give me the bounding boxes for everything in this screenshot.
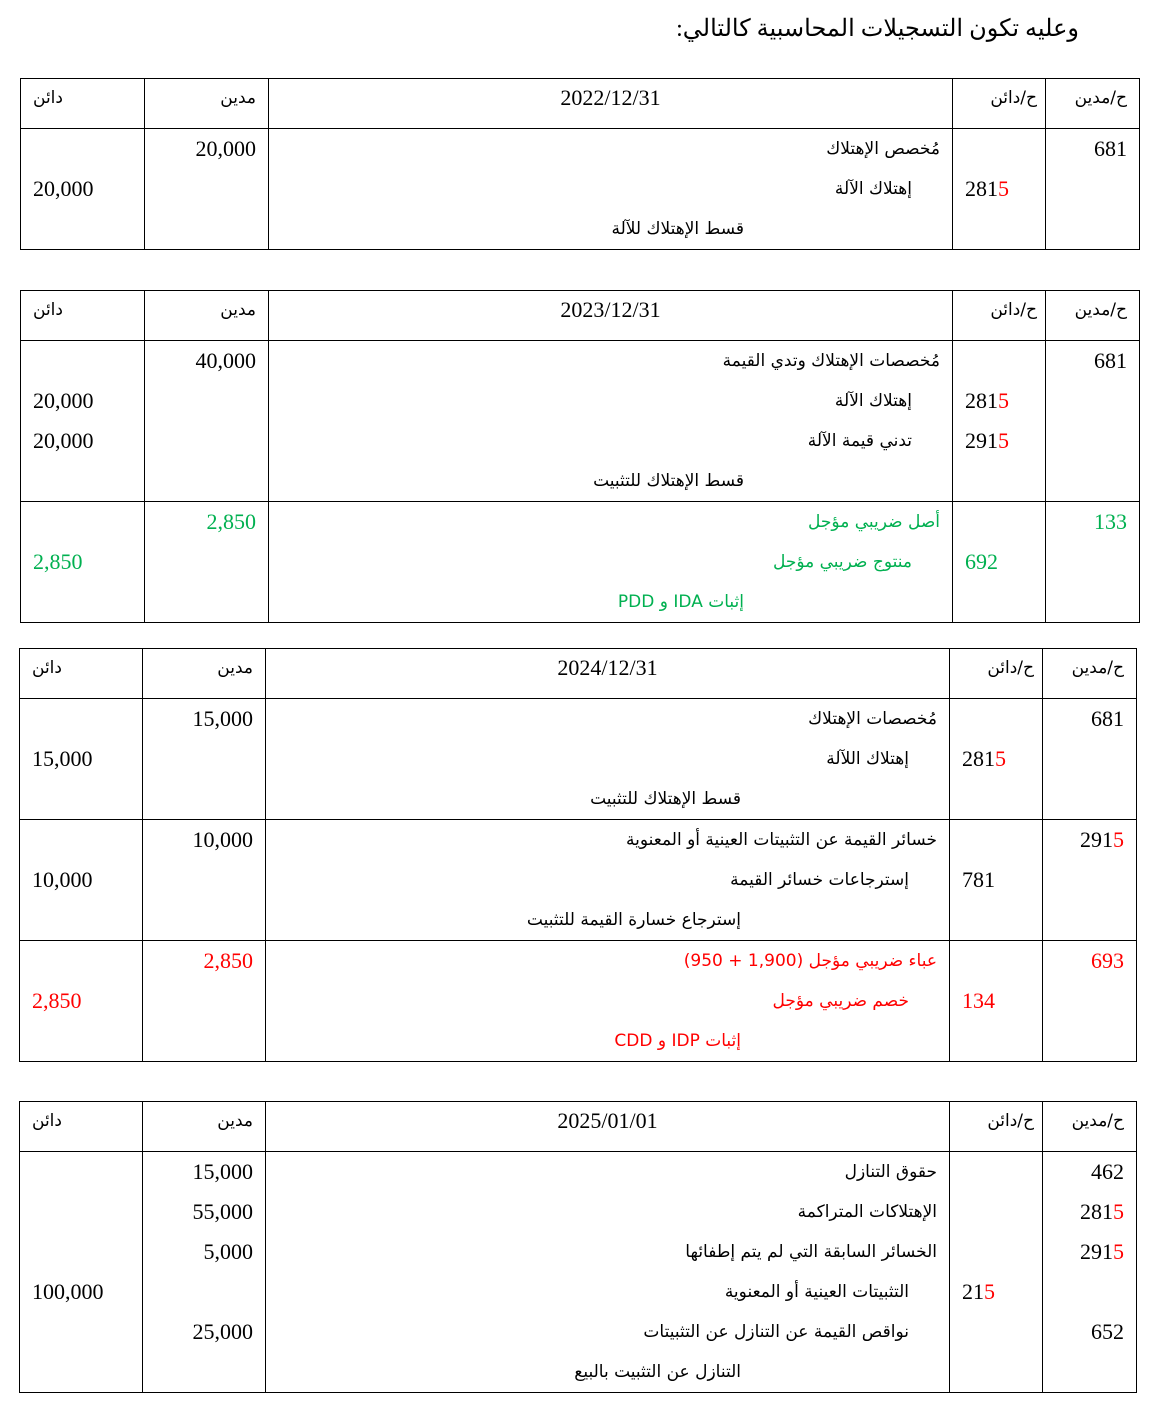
credit-accounts — [950, 941, 1043, 1062]
amount: 15,000 — [192, 1159, 253, 1184]
amount: 10,000 — [32, 867, 93, 892]
account-prefix: 681 — [1091, 706, 1124, 731]
amount: 15,000 — [32, 746, 93, 771]
account-number — [1043, 1312, 1136, 1352]
account-number — [950, 699, 1042, 739]
description-line: إثبات IDA و PDD — [617, 592, 744, 612]
intro-text: وعليه تكون التسجيلات المحاسبية كالتالي: — [676, 16, 1079, 42]
credit-accounts — [950, 1152, 1043, 1393]
account-number — [950, 1152, 1042, 1192]
amount — [21, 461, 144, 501]
amount — [145, 461, 268, 501]
entry-description — [266, 699, 950, 820]
credit-accounts — [950, 820, 1043, 941]
account-number — [950, 1021, 1042, 1061]
debit-accounts — [1046, 341, 1140, 502]
journal-header-row — [20, 649, 1137, 699]
description-line: منتوج ضريبي مؤجل — [772, 552, 912, 572]
credit-header: دائن — [20, 1102, 143, 1152]
account-suffix: 5 — [998, 428, 1009, 453]
account-number — [953, 341, 1045, 381]
journal-entry — [20, 699, 1137, 820]
debit-accounts — [1046, 129, 1140, 250]
description-line: خسائر القيمة عن التثبيتات العينية أو المعنوية — [625, 830, 937, 850]
account-prefix: 781 — [962, 867, 995, 892]
description-line: مُخصص الإهتلاك — [826, 139, 940, 159]
account-number — [1043, 981, 1136, 1021]
account-number — [1046, 209, 1139, 249]
amount: 2,850 — [206, 509, 256, 534]
account-number — [1043, 739, 1136, 779]
account-suffix: 5 — [998, 176, 1009, 201]
amount — [21, 582, 144, 622]
account-prefix: 133 — [1094, 509, 1127, 534]
amount: 20,000 — [33, 428, 94, 453]
entry-description — [266, 941, 950, 1062]
debit-header: مدين — [145, 291, 269, 341]
account-number — [953, 502, 1045, 542]
debit-account-header: ح/مدين — [1043, 1102, 1137, 1152]
amount — [20, 779, 142, 819]
account-prefix: 652 — [1091, 1319, 1124, 1344]
credit-amounts — [20, 699, 143, 820]
amount — [20, 699, 142, 739]
journal-entry — [21, 129, 1140, 250]
amount — [21, 341, 144, 381]
account-number — [953, 542, 1045, 582]
journal-entry — [20, 941, 1137, 1062]
amount: 5,000 — [203, 1239, 253, 1264]
debit-amounts — [145, 502, 269, 623]
credit-amounts — [20, 1152, 143, 1393]
debit-accounts — [1043, 941, 1137, 1062]
debit-account-header: ح/مدين — [1046, 291, 1140, 341]
journal-date: 2025/01/01 — [266, 1102, 950, 1152]
debit-amounts — [143, 820, 266, 941]
account-number — [953, 129, 1045, 169]
account-number — [953, 169, 1045, 209]
entry-description — [269, 502, 953, 623]
journal-entry — [20, 1152, 1137, 1393]
journal-entry — [21, 502, 1140, 623]
account-prefix: 291 — [965, 428, 998, 453]
description-line: إهتلاك الآلة — [834, 179, 912, 199]
account-suffix: 5 — [1113, 827, 1124, 852]
credit-account-header: ح/دائن — [953, 291, 1046, 341]
amount — [20, 1021, 142, 1061]
account-number — [950, 1312, 1042, 1352]
amount — [145, 582, 268, 622]
description-line: قسط الإهتلاك للآلة — [611, 219, 744, 239]
amount — [20, 941, 142, 981]
amount — [20, 820, 142, 860]
account-prefix: 462 — [1091, 1159, 1124, 1184]
amount — [143, 1272, 265, 1312]
account-number — [953, 461, 1045, 501]
description-line: تدني قيمة الآلة — [807, 431, 912, 451]
credit-amounts — [21, 341, 145, 502]
description-line: الإهتلاكات المتراكمة — [797, 1202, 937, 1222]
account-number — [950, 1232, 1042, 1272]
account-number — [1043, 1352, 1136, 1392]
account-number — [1046, 542, 1139, 582]
description-line: إسترجاعات خسائر القيمة — [730, 870, 909, 890]
description-line: إسترجاع خسارة القيمة للتثبيت — [526, 910, 741, 930]
description-line: مُخصصات الإهتلاك وتدي القيمة — [722, 351, 940, 371]
account-number — [950, 1352, 1042, 1392]
account-number — [950, 900, 1042, 940]
description-line: حقوق التنازل — [844, 1162, 937, 1182]
journal-table — [19, 648, 1137, 1062]
account-prefix: 21 — [962, 1279, 984, 1304]
account-number — [1046, 421, 1139, 461]
entry-description — [266, 820, 950, 941]
debit-accounts — [1043, 699, 1137, 820]
account-prefix: 291 — [1080, 827, 1113, 852]
debit-amounts — [143, 941, 266, 1062]
amount: 20,000 — [195, 136, 256, 161]
account-number — [953, 209, 1045, 249]
amount — [143, 860, 265, 900]
account-suffix: 5 — [998, 388, 1009, 413]
description-line: خصم ضريبي مؤجل — [772, 991, 909, 1011]
account-prefix: 281 — [965, 176, 998, 201]
account-prefix: 681 — [1094, 348, 1127, 373]
description-line: نواقص القيمة عن التنازل عن التثبيتات — [643, 1322, 909, 1342]
account-number — [1046, 582, 1139, 622]
credit-account-header: ح/دائن — [950, 1102, 1043, 1152]
journal-entry — [20, 820, 1137, 941]
amount — [20, 1312, 142, 1352]
description-line: الخسائر السابقة التي لم يتم إطفائها — [685, 1242, 937, 1262]
description-line: التنازل عن التثبيت بالبيع — [574, 1362, 741, 1382]
journal-header-row — [20, 1102, 1137, 1152]
credit-amounts — [21, 502, 145, 623]
debit-accounts — [1046, 502, 1140, 623]
amount — [143, 739, 265, 779]
description-line: قسط الإهتلاك للتثبيت — [593, 471, 744, 491]
account-number — [1043, 1232, 1136, 1272]
description-line: إهتلاك الآلة — [834, 391, 912, 411]
description-line: أصل ضريبي مؤجل — [808, 512, 940, 532]
journal-entry — [21, 341, 1140, 502]
account-suffix: 5 — [984, 1279, 995, 1304]
amount — [145, 209, 268, 249]
credit-account-header: ح/دائن — [953, 79, 1046, 129]
amount — [20, 900, 142, 940]
journal-table — [19, 1101, 1137, 1393]
account-prefix: 134 — [962, 988, 995, 1013]
account-number — [1046, 381, 1139, 421]
debit-header: مدين — [143, 1102, 266, 1152]
journal-table — [20, 78, 1140, 250]
amount — [145, 542, 268, 582]
debit-amounts — [145, 129, 269, 250]
credit-header: دائن — [20, 649, 143, 699]
amount — [143, 981, 265, 1021]
amount — [143, 1021, 265, 1061]
amount: 2,850 — [203, 948, 253, 973]
account-number — [1043, 941, 1136, 981]
amount: 10,000 — [192, 827, 253, 852]
account-number — [950, 1192, 1042, 1232]
account-suffix: 5 — [1113, 1239, 1124, 1264]
description-line: إثبات IDP و CDD — [614, 1031, 741, 1051]
credit-header: دائن — [21, 291, 145, 341]
account-suffix: 5 — [1113, 1199, 1124, 1224]
account-number — [1046, 169, 1139, 209]
description-line: إهتلاك اللآلة — [826, 749, 909, 769]
credit-amounts — [20, 941, 143, 1062]
amount — [145, 421, 268, 461]
account-number — [1043, 699, 1136, 739]
credit-accounts — [953, 129, 1046, 250]
account-number — [953, 582, 1045, 622]
debit-account-header: ح/مدين — [1046, 79, 1140, 129]
entry-description — [269, 341, 953, 502]
journal-date: 2024/12/31 — [266, 649, 950, 699]
account-number — [1046, 341, 1139, 381]
entry-description — [266, 1152, 950, 1393]
credit-amounts — [21, 129, 145, 250]
account-number — [1043, 1192, 1136, 1232]
journal-date: 2023/12/31 — [269, 291, 953, 341]
debit-amounts — [143, 699, 266, 820]
amount — [20, 1232, 142, 1272]
amount — [145, 381, 268, 421]
account-number — [1046, 129, 1139, 169]
description-line: مُخصصات الإهتلاك — [808, 709, 937, 729]
amount — [143, 779, 265, 819]
journal-date: 2022/12/31 — [269, 79, 953, 129]
description-line: التثبيتات العينية أو المعنوية — [724, 1282, 909, 1302]
account-prefix: 693 — [1091, 948, 1124, 973]
amount: 2,850 — [32, 988, 82, 1013]
account-number — [1043, 860, 1136, 900]
account-prefix: 692 — [965, 549, 998, 574]
account-number — [950, 739, 1042, 779]
account-number — [1043, 1272, 1136, 1312]
debit-amounts — [145, 341, 269, 502]
amount: 40,000 — [195, 348, 256, 373]
amount — [20, 1352, 142, 1392]
amount — [21, 502, 144, 542]
account-number — [1046, 502, 1139, 542]
credit-accounts — [953, 502, 1046, 623]
amount: 25,000 — [192, 1319, 253, 1344]
amount: 20,000 — [33, 388, 94, 413]
amount — [145, 169, 268, 209]
amount — [20, 1152, 142, 1192]
account-number — [1043, 900, 1136, 940]
amount: 15,000 — [192, 706, 253, 731]
description-line: عباء ضريبي مؤجل (1,900 + 950) — [683, 951, 937, 971]
account-number — [953, 421, 1045, 461]
account-number — [953, 381, 1045, 421]
credit-accounts — [953, 341, 1046, 502]
account-number — [950, 820, 1042, 860]
account-number — [950, 860, 1042, 900]
journal-header-row — [21, 291, 1140, 341]
amount — [20, 1192, 142, 1232]
journal-header-row — [21, 79, 1140, 129]
description-line: قسط الإهتلاك للتثبيت — [590, 789, 741, 809]
account-suffix: 5 — [995, 746, 1006, 771]
account-number — [1043, 1152, 1136, 1192]
amount: 20,000 — [33, 176, 94, 201]
credit-accounts — [950, 699, 1043, 820]
account-number — [1043, 779, 1136, 819]
debit-header: مدين — [143, 649, 266, 699]
amount: 100,000 — [32, 1279, 104, 1304]
amount: 55,000 — [192, 1199, 253, 1224]
account-number — [1043, 1021, 1136, 1061]
amount — [21, 209, 144, 249]
account-number — [950, 941, 1042, 981]
entry-description — [269, 129, 953, 250]
account-number — [950, 779, 1042, 819]
account-number — [1043, 820, 1136, 860]
account-prefix: 281 — [965, 388, 998, 413]
debit-header: مدين — [145, 79, 269, 129]
amount — [143, 1352, 265, 1392]
account-prefix: 291 — [1080, 1239, 1113, 1264]
account-prefix: 281 — [1080, 1199, 1113, 1224]
amount: 2,850 — [33, 549, 83, 574]
debit-account-header: ح/مدين — [1043, 649, 1137, 699]
debit-amounts — [143, 1152, 266, 1393]
account-prefix: 281 — [962, 746, 995, 771]
journal-table — [20, 290, 1140, 623]
account-number — [1046, 461, 1139, 501]
debit-accounts — [1043, 820, 1137, 941]
credit-amounts — [20, 820, 143, 941]
amount — [143, 900, 265, 940]
account-prefix: 681 — [1094, 136, 1127, 161]
credit-account-header: ح/دائن — [950, 649, 1043, 699]
account-number — [950, 981, 1042, 1021]
account-number — [950, 1272, 1042, 1312]
debit-accounts — [1043, 1152, 1137, 1393]
credit-header: دائن — [21, 79, 145, 129]
amount — [21, 129, 144, 169]
